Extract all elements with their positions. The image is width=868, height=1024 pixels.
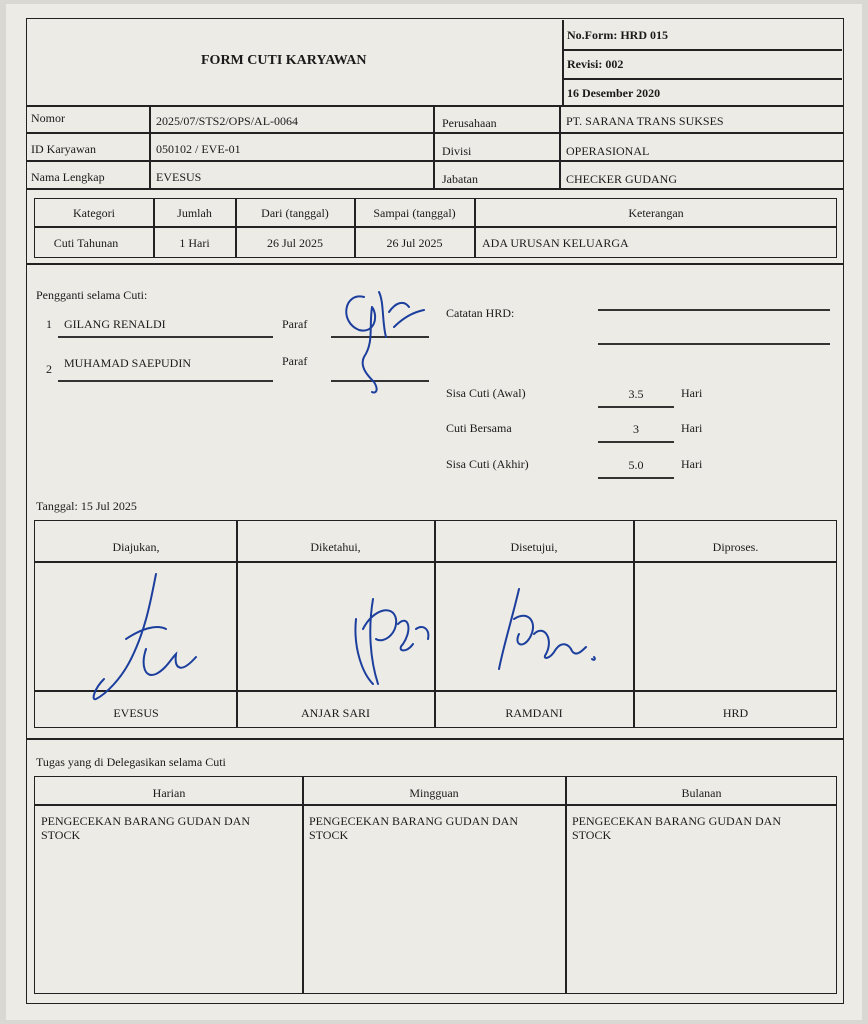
- leave-sampai: 26 Jul 2025: [386, 236, 443, 250]
- jabatan-value: CHECKER GUDANG: [566, 172, 677, 186]
- approval-diajukan-title: Diajukan,: [112, 540, 160, 554]
- tasks-header-mingguan: Mingguan: [409, 786, 459, 800]
- leave-dari: 26 Jul 2025: [266, 236, 323, 250]
- substitute-1-number: 1: [46, 317, 52, 331]
- substitute-2-number: 2: [46, 362, 52, 376]
- task-bulanan-line2: STOCK: [572, 828, 612, 842]
- approval-diketahui-name: ANJAR SARI: [300, 706, 370, 720]
- sisa-awal-unit: Hari: [681, 386, 703, 400]
- tasks-title: Tugas yang di Delegasikan selama Cuti: [36, 755, 226, 769]
- cuti-bersama-label: Cuti Bersama: [446, 421, 512, 435]
- task-harian-line2: STOCK: [41, 828, 81, 842]
- diketahui-signature: [348, 589, 438, 689]
- approval-disetujui-title: Disetujui,: [510, 540, 558, 554]
- approval-diproses-name: HRD: [722, 706, 749, 720]
- disetujui-signature: [484, 579, 604, 679]
- form-date: 16 Desember 2020: [567, 86, 661, 100]
- substitutes-title: Pengganti selama Cuti:: [36, 288, 148, 302]
- form-paper: [6, 4, 862, 1020]
- cuti-bersama-unit: Hari: [681, 421, 703, 435]
- leave-kategori: Cuti Tahunan: [53, 236, 119, 250]
- form-title: FORM CUTI KARYAWAN: [201, 53, 367, 68]
- catatan-hrd-label: Catatan HRD:: [446, 306, 515, 320]
- substitute-paraf-signature: [334, 282, 434, 397]
- approval-diajukan-name: EVESUS: [113, 706, 159, 720]
- form-number: No.Form: HRD 015: [567, 28, 668, 42]
- substitute-2-name: MUHAMAD SAEPUDIN: [64, 356, 192, 370]
- sisa-akhir-unit: Hari: [681, 457, 703, 471]
- approval-diproses-title: Diproses.: [712, 540, 759, 554]
- tasks-header-bulanan: Bulanan: [681, 786, 722, 800]
- approval-disetujui-name: RAMDANI: [505, 706, 563, 720]
- diajukan-signature: [86, 569, 206, 709]
- substitute-2-paraf-label: Paraf: [282, 354, 308, 368]
- perusahaan-label: Perusahaan: [442, 116, 497, 130]
- nama-value: EVESUS: [156, 170, 202, 184]
- leave-header-jumlah: Jumlah: [177, 206, 212, 220]
- approval-diketahui-title: Diketahui,: [310, 540, 361, 554]
- approval-date: Tanggal: 15 Jul 2025: [36, 499, 137, 513]
- nomor-value: 2025/07/STS2/OPS/AL-0064: [156, 114, 299, 128]
- task-harian-line1: PENGECEKAN BARANG GUDAN DAN: [41, 814, 250, 828]
- tasks-header-harian: Harian: [152, 786, 186, 800]
- task-bulanan-line1: PENGECEKAN BARANG GUDAN DAN: [572, 814, 781, 828]
- id-karyawan-value: 050102 / EVE-01: [156, 142, 241, 156]
- leave-keterangan: ADA URUSAN KELUARGA: [482, 236, 629, 250]
- divisi-label: Divisi: [442, 144, 472, 158]
- leave-header-dari: Dari (tanggal): [261, 206, 329, 220]
- substitute-1-paraf-label: Paraf: [282, 317, 308, 331]
- perusahaan-value: PT. SARANA TRANS SUKSES: [566, 114, 724, 128]
- cuti-bersama-value: 3: [633, 422, 639, 436]
- leave-header-kategori: Kategori: [73, 206, 115, 220]
- substitute-1-name: GILANG RENALDI: [64, 317, 166, 331]
- leave-jumlah: 1 Hari: [179, 236, 210, 250]
- divisi-value: OPERASIONAL: [566, 144, 650, 158]
- leave-header-sampai: Sampai (tanggal): [373, 206, 456, 220]
- task-mingguan-line2: STOCK: [309, 828, 349, 842]
- nama-label: Nama Lengkap: [31, 170, 105, 184]
- sisa-awal-value: 3.5: [628, 387, 644, 401]
- id-karyawan-label: ID Karyawan: [31, 142, 96, 156]
- form-revision: Revisi: 002: [567, 57, 624, 71]
- leave-header-keterangan: Keterangan: [628, 206, 684, 220]
- sisa-akhir-label: Sisa Cuti (Akhir): [446, 457, 529, 471]
- tasks-table: [34, 776, 837, 994]
- sisa-akhir-value: 5.0: [628, 458, 644, 472]
- jabatan-label: Jabatan: [442, 172, 478, 186]
- task-mingguan-line1: PENGECEKAN BARANG GUDAN DAN: [309, 814, 518, 828]
- sisa-awal-label: Sisa Cuti (Awal): [446, 386, 526, 400]
- nomor-label: Nomor: [31, 111, 65, 125]
